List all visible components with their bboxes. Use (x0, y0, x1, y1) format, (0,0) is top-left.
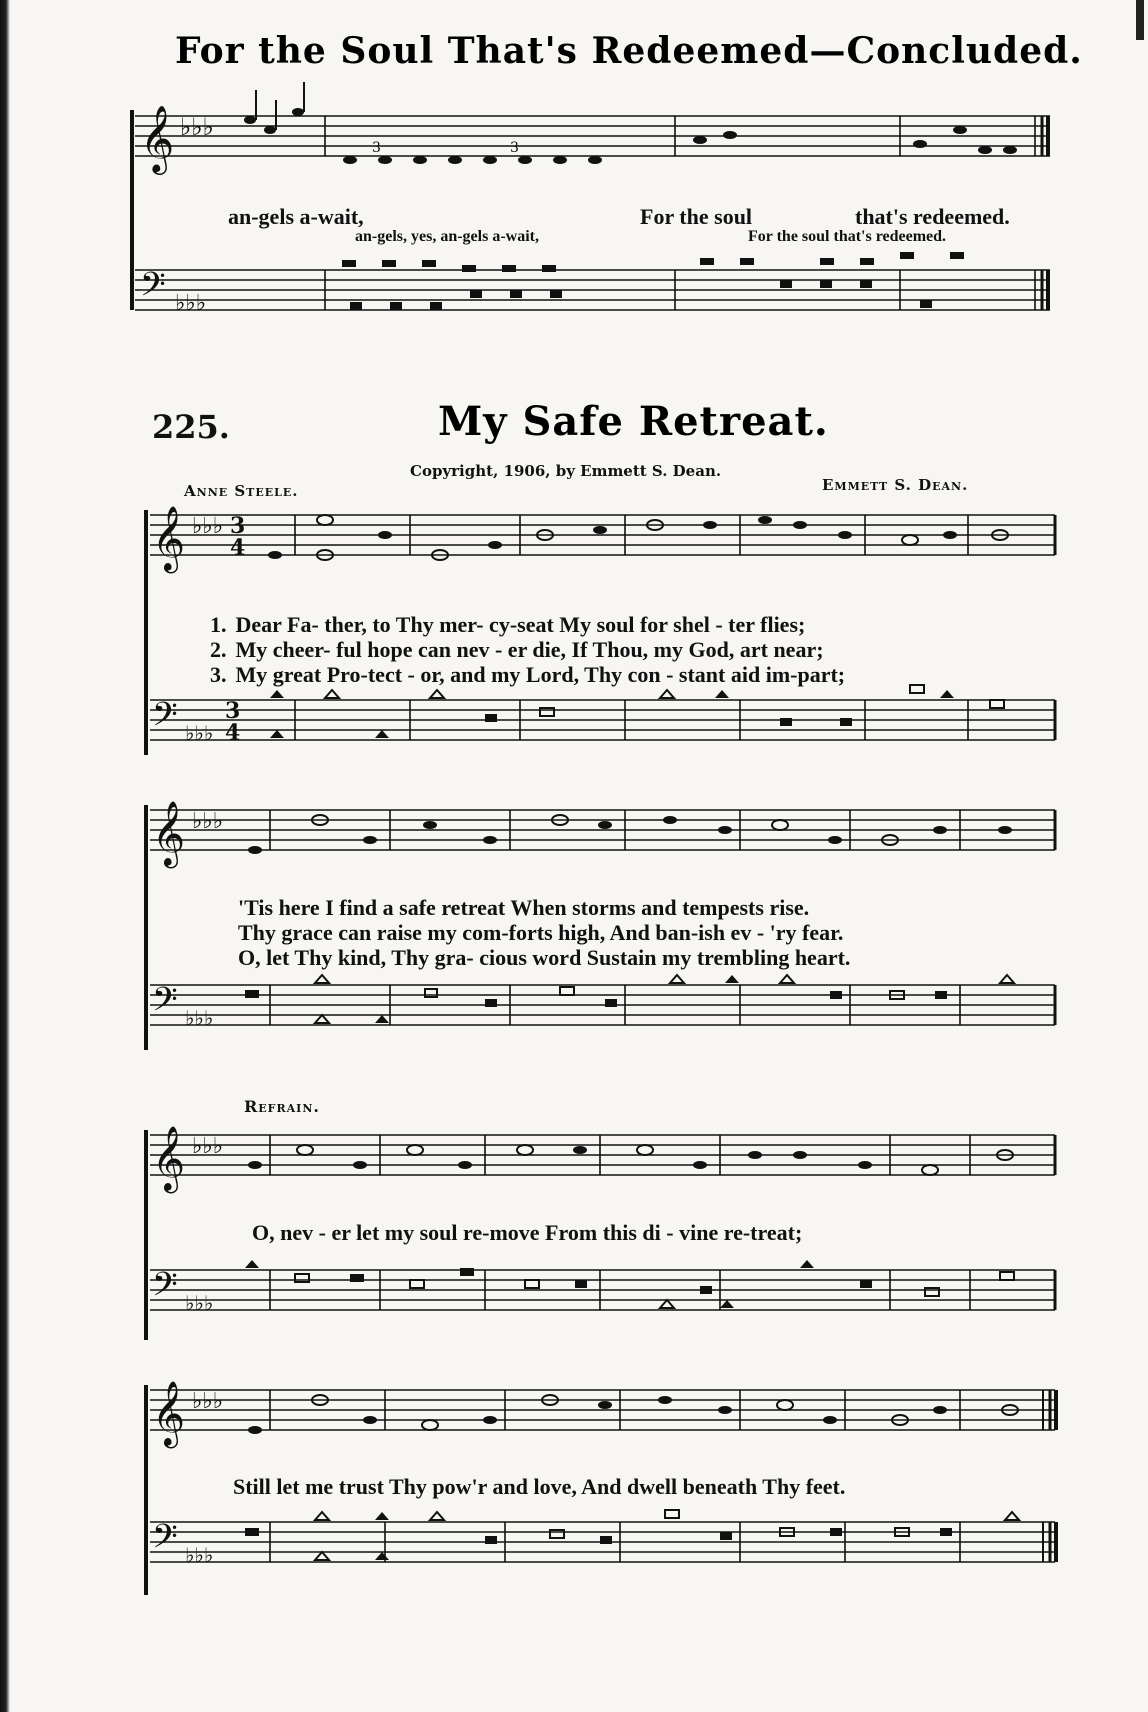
svg-text:𝄢: 𝄢 (152, 1266, 178, 1312)
svg-text:3: 3 (510, 140, 519, 156)
concluded-alto-lyric-1: an-gels, yes, an-gels a-wait, (355, 228, 539, 245)
concluded-treble-staff (120, 100, 1060, 210)
svg-text:♭♭♭: ♭♭♭ (185, 1006, 214, 1030)
words-author: Anne Steele. (184, 482, 299, 500)
refrain-line2: Still let me trust Thy pow'r and love, And dwell beneath Thy feet. (233, 1474, 846, 1499)
verse2-line1: 2. My cheer- ful hope can nev - er die, If Thou, my God, art near; (210, 637, 824, 662)
system1-bass-staff (140, 690, 1060, 780)
refrain-system1-treble-staff (140, 1125, 1060, 1215)
concluded-lyric-1: an-gels a-wait, (228, 204, 364, 229)
svg-text:4: 4 (225, 720, 241, 746)
refrain-system2-bass-staff (140, 1512, 1060, 1602)
concluded-alto-lyric-2: For the soul that's redeemed. (748, 228, 947, 245)
svg-text:𝄢: 𝄢 (140, 266, 166, 312)
svg-text:𝄞: 𝄞 (152, 1381, 186, 1446)
hymn-number: 225. (152, 408, 230, 446)
svg-text:♭♭♭: ♭♭♭ (185, 1291, 214, 1315)
music-composer: Emmett S. Dean. (822, 476, 969, 494)
svg-text:𝄢: 𝄢 (152, 696, 178, 742)
refrain-system2-treble-staff (140, 1380, 1060, 1470)
svg-text:𝄞: 𝄞 (152, 506, 186, 571)
svg-text:♭♭♭: ♭♭♭ (192, 1134, 224, 1159)
svg-text:𝄞: 𝄞 (140, 104, 175, 172)
verse2-line2: Thy grace can raise my com-forts high, And ban-ish ev - 'ry fear. (238, 920, 844, 945)
svg-text:♭♭♭: ♭♭♭ (192, 514, 224, 539)
svg-text:♭♭♭: ♭♭♭ (175, 291, 207, 316)
refrain-label: Refrain. (244, 1097, 320, 1116)
verse3-line1: 3. My great Pro-tect - or, and my Lord, Thy con - stant aid im-part; (210, 662, 846, 687)
copyright-notice: Copyright, 1906, by Emmett S. Dean. (410, 462, 722, 480)
page-edge-mark (1136, 0, 1144, 40)
continued-title: For the Soul That's Redeemed—Concluded. (175, 30, 1083, 72)
svg-text:♭♭♭: ♭♭♭ (192, 1389, 224, 1414)
concluded-lyric-3: that's redeemed. (855, 204, 1010, 229)
verse1-line2: 'Tis here I find a safe retreat When storms and tempests rise. (238, 895, 810, 920)
svg-text:3: 3 (225, 698, 241, 724)
refrain-system1-bass-staff (140, 1260, 1060, 1350)
svg-text:4: 4 (230, 535, 246, 561)
concluded-lyric-2: For the soul (640, 204, 753, 229)
svg-text:𝄢: 𝄢 (152, 1518, 178, 1564)
verse3-line2: O, let Thy kind, Thy gra- cious word Sustain my trembling heart. (238, 945, 851, 970)
svg-text:♭♭♭: ♭♭♭ (180, 113, 214, 141)
hymn-title: My Safe Retreat. (438, 398, 829, 445)
system1-treble-staff (140, 505, 1060, 595)
svg-text:♭♭♭: ♭♭♭ (192, 809, 224, 834)
verse1-line1: 1. Dear Fa- ther, to Thy mer- cy-seat My soul for shel - ter flies; (210, 612, 806, 637)
concluded-bass-staff (120, 260, 1060, 350)
svg-text:3: 3 (372, 140, 381, 156)
svg-text:𝄢: 𝄢 (152, 981, 178, 1027)
page-binding-edge (0, 0, 10, 1712)
svg-text:𝄞: 𝄞 (152, 1126, 186, 1191)
svg-text:𝄞: 𝄞 (152, 801, 186, 866)
system2-treble-staff (140, 800, 1060, 890)
svg-text:♭♭♭: ♭♭♭ (185, 721, 214, 745)
refrain-line1: O, nev - er let my soul re-move From this di - vine re-treat; (252, 1220, 803, 1245)
svg-text:3: 3 (230, 513, 246, 539)
svg-text:♭♭♭: ♭♭♭ (185, 1543, 214, 1567)
system2-bass-staff (140, 975, 1060, 1065)
